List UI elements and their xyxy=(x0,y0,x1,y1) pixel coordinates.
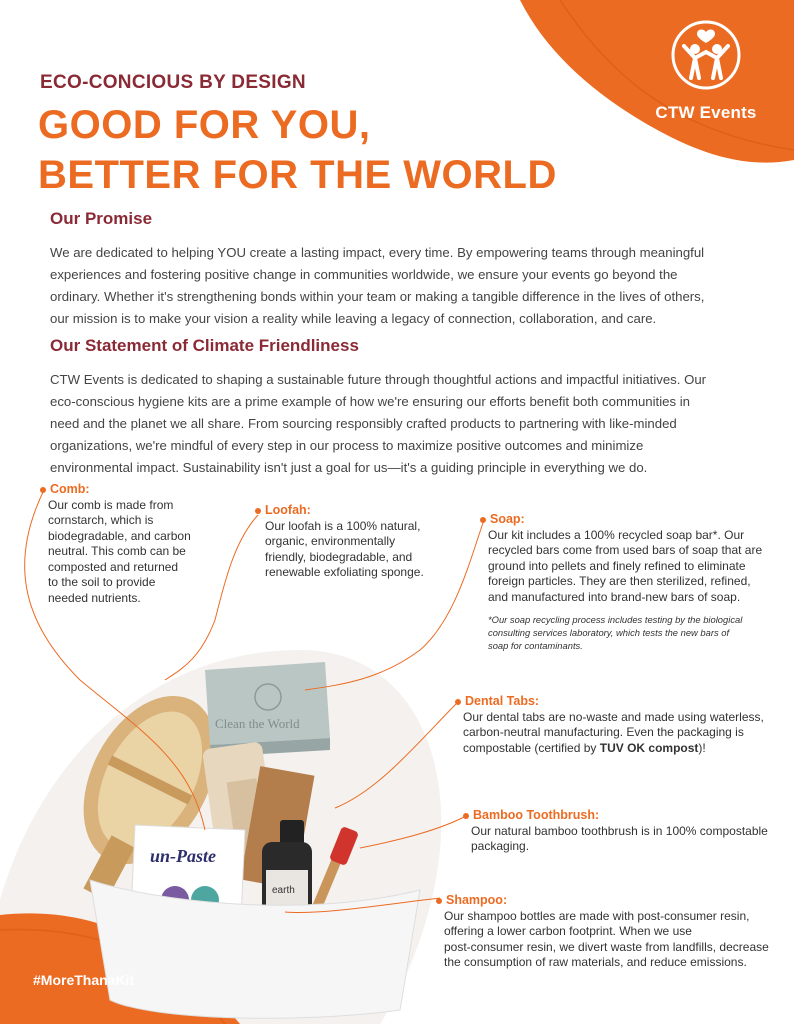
comb-title: Comb: xyxy=(50,482,90,496)
promise-line: We are dedicated to helping YOU create a lasting impact, every time. By empowering teams through meaningful xyxy=(50,245,705,260)
toothbrush-line: packaging. xyxy=(471,839,530,853)
comb-line: Our comb is made from xyxy=(48,497,174,512)
soap-note-line: consulting services laboratory, which tests the new bars of xyxy=(488,627,730,638)
comb-line: needed nutrients. xyxy=(48,590,141,605)
toothbrush-callout xyxy=(463,808,783,855)
promise-line: experiences and fostering positive change in communities worldwide, we ensure your events go beyond the xyxy=(50,267,678,282)
comb-line: neutral. This comb can be xyxy=(48,544,186,558)
eyebrow-heading: ECO-CONCIOUS BY DESIGN xyxy=(40,72,306,93)
soap-note-line: soap for contaminants. xyxy=(488,640,583,651)
soap-line: and manufactured into brand-new bars of soap. xyxy=(488,589,741,604)
shampoo-line: offering a lower carbon footprint. When we use xyxy=(444,924,692,938)
brand-logo[interactable] xyxy=(646,18,766,123)
promise-line: our mission is to make your vision a reality while leaving a legacy of connection, collaboration, and care. xyxy=(50,311,657,326)
promise-paragraph xyxy=(50,242,750,330)
brand-name: CTW Events xyxy=(655,103,757,122)
bullet-dot xyxy=(455,699,461,705)
climate-paragraph xyxy=(50,369,750,479)
climate-line: environmental impact. Sustainability isn't just a goal for us—it's a guiding principle in everything we do. xyxy=(50,460,648,475)
dental-line: Our dental tabs are no-waste and made using waterless, xyxy=(463,709,764,724)
people-heart-icon xyxy=(669,18,743,92)
promise-title: Our Promise xyxy=(50,209,153,228)
toothbrush-line: Our natural bamboo toothbrush is in 100% compostable xyxy=(471,823,768,838)
headline-line-2: BETTER FOR THE WORLD xyxy=(38,153,557,197)
comb-line: biodegradable, and carbon xyxy=(48,528,191,543)
shampoo-title: Shampoo: xyxy=(446,893,508,907)
soap-callout xyxy=(480,512,780,652)
comb-line: composted and returned xyxy=(48,559,179,574)
soap-brand-label: Clean the World xyxy=(215,716,300,731)
bullet-dot xyxy=(255,508,261,514)
soap-line: foreign particles. They are then sterilized, refined, xyxy=(488,574,751,588)
bullet-dot xyxy=(40,487,46,493)
shampoo-line: post-consumer resin, we divert waste from landfills, decrease xyxy=(444,939,769,954)
climate-line: need and the planet we all share. From sourcing responsibly crafted products to partnering with like-minded xyxy=(50,416,677,431)
soap-footnote xyxy=(488,613,780,652)
climate-line: eco-conscious hygiene kits are a prime example of how we're ensuring our efforts benefit both communities in xyxy=(50,394,690,409)
shampoo-line: Our shampoo bottles are made with post-consumer resin, xyxy=(444,908,750,923)
toothbrush-title: Bamboo Toothbrush: xyxy=(473,808,600,822)
shampoo-callout xyxy=(436,893,790,971)
loofah-title: Loofah: xyxy=(265,503,311,517)
loofah-callout xyxy=(255,503,445,581)
soap-note-line: *Our soap recycling process includes testing by the biological xyxy=(488,614,743,625)
soap-line: Our kit includes a 100% recycled soap bar*. Our xyxy=(488,527,745,542)
headline-line-1: GOOD FOR YOU, xyxy=(38,103,371,147)
soap-line: recycled bars come from used bars of soap that are xyxy=(488,543,763,557)
dental-tabs-callout xyxy=(455,694,785,756)
certification-name: TUV OK compost xyxy=(599,740,699,755)
promise-line: ordinary. Whether it's strengthening bonds within your team or making a tangible difference in the lives of others, xyxy=(50,289,705,304)
climate-line: CTW Events is dedicated to shaping a sustainable future through thoughtful actions and impactful initiatives. Our xyxy=(50,372,707,387)
comb-line: cornstarch, which is xyxy=(48,513,154,527)
bullet-dot xyxy=(463,813,469,819)
hashtag: #MoreThanaKit xyxy=(33,972,135,988)
dental-title: Dental Tabs: xyxy=(465,694,540,708)
loofah-line: organic, environmentally xyxy=(265,534,396,548)
shampoo-brand-label: earth xyxy=(272,885,295,896)
loofah-line: renewable exfoliating sponge. xyxy=(265,565,424,579)
climate-title: Our Statement of Climate Friendliness xyxy=(50,336,359,355)
comb-line: to the soil to provide xyxy=(48,575,156,589)
soap-title: Soap: xyxy=(490,512,525,526)
dental-line: carbon-neutral manufacturing. Even the packaging is xyxy=(463,725,744,739)
bullet-dot xyxy=(436,898,442,904)
soap-bar-image xyxy=(205,662,330,757)
climate-line: organizations, we're mindful of every step in our process to maximize positive outcomes and minimize xyxy=(50,438,644,453)
comb-callout xyxy=(40,482,220,606)
loofah-line: friendly, biodegradable, and xyxy=(265,549,413,564)
bullet-dot xyxy=(480,517,486,523)
unpaste-brand-label: un-Paste xyxy=(150,846,217,866)
soap-line: ground into pellets and finely refined to eliminate xyxy=(488,558,746,573)
page-headline xyxy=(38,100,557,200)
loofah-line: Our loofah is a 100% natural, xyxy=(265,518,421,533)
shampoo-line: the consumption of raw materials, and reduce emissions. xyxy=(444,955,747,969)
dental-line: compostable (certified by TUV OK compost)! xyxy=(463,740,706,755)
